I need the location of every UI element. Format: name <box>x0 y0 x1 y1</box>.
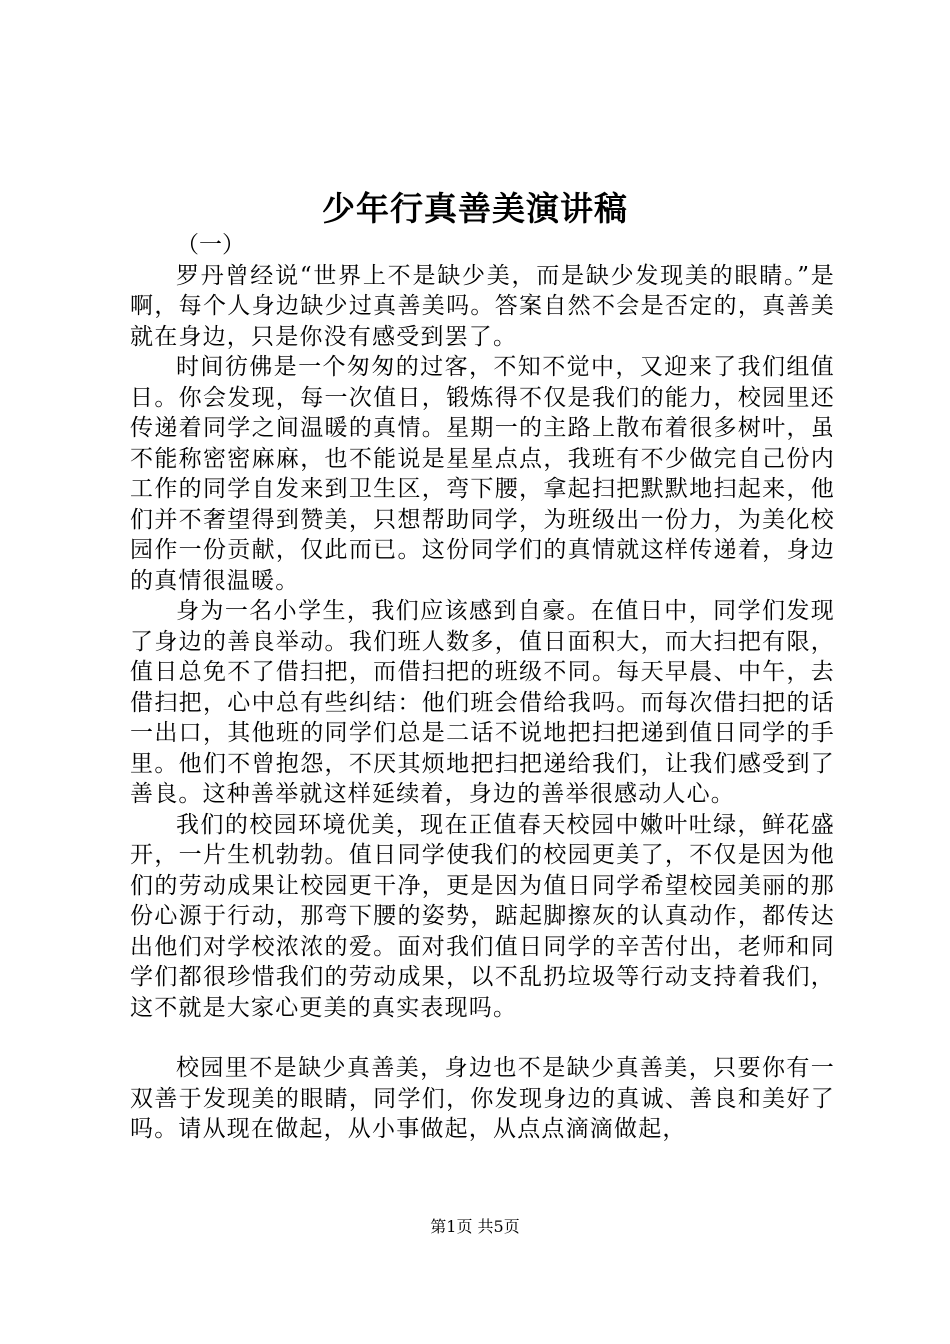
page-number-footer: 第1页 共5页 <box>430 1217 520 1236</box>
document-body <box>130 230 835 1145</box>
section-mark: （一） <box>176 232 245 258</box>
paragraph-4: 我们的校园环境优美，现在正值春天校园中嫩叶吐绿，鲜花盛开，一片生机勃勃。值日同学使我们的校园更美了，不仅是因为他们的劳动成果让校园更干净，更是因为值日同学希望校园美丽的那份心源于行动，那弯下腰的姿势，踮起脚擦灰的认真动作，都传达出他们对学校浓浓的爱。面对我们值日同学的辛苦付出，老师和同学们都很珍惜我们的劳动成果，以不乱扔垃圾等行动支持着我们，这不就是大家心更美的真实表现吗。 <box>130 811 835 1021</box>
paragraph-5: 校园里不是缺少真善美，身边也不是缺少真善美，只要你有一双善于发现美的眼睛，同学们，你发现身边的真诚、善良和美好了吗。请从现在做起，从小事做起，从点点滴滴做起， <box>130 1055 835 1142</box>
paragraph-2: 时间彷佛是一个匆匆的过客，不知不觉中，又迎来了我们组值日。你会发现，每一次值日，锻炼得不仅是我们的能力，校园里还传递着同学之间温暖的真情。星期一的主路上散布着很多树叶，虽不能称密密麻麻，也不能说是星星点点，我班有不少做完自己份内工作的同学自发来到卫生区，弯下腰，拿起扫把默默地扫起来，他们并不奢望得到赞美，只想帮助同学，为班级出一份力，为美化校园作一份贡献，仅此而已。这份同学们的真情就这样传递着，身边的真情很温暖。 <box>130 354 835 594</box>
paragraph-3: 身为一名小学生，我们应该感到自豪。在值日中，同学们发现了身边的善良举动。我们班人数多，值日面积大，而大扫把有限，值日总免不了借扫把，而借扫把的班级不同。每天早晨、中午，去借扫把，心中总有些纠结：他们班会借给我吗。而每次借扫把的话一出口，其他班的同学们总是二话不说地把扫把递到值日同学的手里。他们不曾抱怨，不厌其烦地把扫把递给我们，让我们感受到了善良。这种善举就这样延续着，身边的善举很感动人心。 <box>130 598 835 807</box>
paragraph-1: 罗丹曾经说“世界上不是缺少美，而是缺少发现美的眼睛。”是啊，每个人身边缺少过真善美吗。答案自然不会是否定的，真善美就在身边，只是你没有感受到罢了。 <box>130 262 835 350</box>
document-title: 少年行真善美演讲稿 <box>322 189 628 228</box>
